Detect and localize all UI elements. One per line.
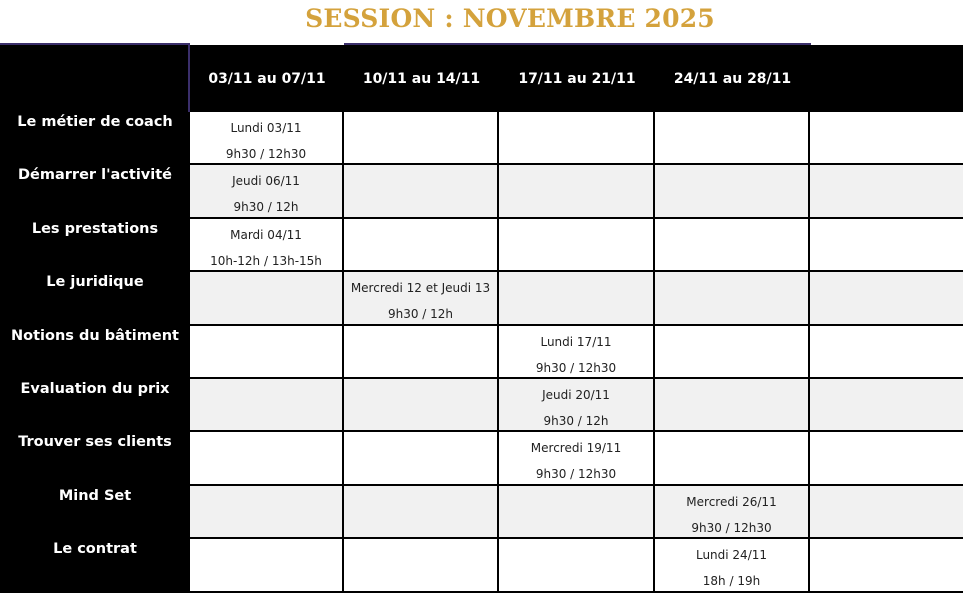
session-day: Lundi 03/11 <box>230 121 302 135</box>
row-label <box>0 112 190 165</box>
schedule-cell <box>810 112 963 165</box>
schedule-cell <box>810 165 963 218</box>
session-time: 10h-12h / 13h-15h <box>210 253 322 268</box>
schedule-cell <box>655 379 810 432</box>
session-time: 9h30 / 12h30 <box>535 360 617 375</box>
schedule-cell <box>810 539 963 592</box>
session-time: 9h30 / 12h <box>233 200 299 215</box>
schedule-cell <box>344 219 499 272</box>
schedule-cell <box>655 112 810 165</box>
session-day: Mercredi 26/11 <box>686 494 777 509</box>
schedule-cell <box>344 326 499 379</box>
column-header <box>810 45 963 112</box>
schedule-cell <box>190 486 344 539</box>
schedule-cell <box>655 272 810 325</box>
schedule-cell <box>499 272 655 325</box>
table-corner <box>0 45 190 112</box>
schedule-cell <box>810 432 963 485</box>
schedule-cell <box>190 112 344 165</box>
row-label-text: Evaluation du prix <box>20 380 170 397</box>
session-day: Jeudi 20/11 <box>542 387 610 402</box>
row-label <box>0 432 190 485</box>
column-header: 24/11 au 28/11 <box>655 45 810 112</box>
session-time: 9h30 / 12h30 <box>225 147 307 161</box>
schedule-cell <box>810 486 963 539</box>
schedule-cell <box>344 379 499 432</box>
schedule-cell <box>190 272 344 325</box>
row-label-text: Le juridique <box>46 274 144 291</box>
schedule-cell <box>344 486 499 539</box>
session-day: Mercredi 12 et Jeudi 13 <box>350 281 491 296</box>
column-header: 03/11 au 07/11 <box>190 45 344 112</box>
schedule-table <box>0 45 963 593</box>
schedule-cell <box>499 539 655 592</box>
row-label <box>0 326 190 379</box>
row-label-text: Trouver ses clients <box>18 434 172 451</box>
session-time: 9h30 / 12h30 <box>535 467 617 482</box>
schedule-cell <box>190 379 344 432</box>
schedule-cell <box>655 219 810 272</box>
session-day: Jeudi 06/11 <box>232 174 300 189</box>
session-day: Mercredi 19/11 <box>530 441 622 456</box>
schedule-cell <box>190 326 344 379</box>
session-time: 9h30 / 12h30 <box>691 520 772 535</box>
column-header: 17/11 au 21/11 <box>499 45 655 112</box>
row-label-text: Le contrat <box>53 541 137 558</box>
page-title: SESSION : NOVEMBRE 2025 <box>305 4 715 33</box>
row-label <box>0 539 190 592</box>
row-label <box>0 486 190 539</box>
schedule-cell <box>810 326 963 379</box>
schedule-cell <box>655 486 810 539</box>
schedule-cell <box>655 165 810 218</box>
schedule-cell <box>344 272 499 325</box>
row-label <box>0 165 190 218</box>
session-time: 9h30 / 12h <box>387 307 454 322</box>
schedule-cell <box>655 539 810 592</box>
session-day: Lundi 17/11 <box>540 334 612 349</box>
schedule-cell <box>499 486 655 539</box>
session-time: 18h / 19h <box>702 574 761 589</box>
schedule-cell <box>499 432 655 485</box>
column-header: 10/11 au 14/11 <box>344 45 499 112</box>
row-label-text: Mind Set <box>58 487 132 504</box>
schedule-cell <box>810 379 963 432</box>
row-label <box>0 379 190 432</box>
schedule-cell <box>190 219 344 272</box>
schedule-cell <box>499 379 655 432</box>
session-day: Lundi 24/11 <box>695 548 768 563</box>
schedule-cell <box>344 539 499 592</box>
schedule-cell <box>499 219 655 272</box>
row-label-text: Notions du bâtiment <box>11 327 179 344</box>
session-day: Mardi 04/11 <box>230 227 302 242</box>
schedule-cell <box>499 165 655 218</box>
schedule-cell <box>344 432 499 485</box>
row-label <box>0 272 190 325</box>
schedule-cell <box>810 219 963 272</box>
row-label-text: Les prestations <box>31 220 159 237</box>
schedule-cell <box>499 112 655 165</box>
row-label-text: Le métier de coach <box>17 114 173 130</box>
schedule-cell <box>655 326 810 379</box>
session-time: 9h30 / 12h <box>543 413 609 428</box>
row-label <box>0 219 190 272</box>
schedule-cell <box>344 165 499 218</box>
schedule-cell <box>190 165 344 218</box>
schedule-cell <box>655 432 810 485</box>
schedule-cell <box>810 272 963 325</box>
schedule-cell <box>344 112 499 165</box>
schedule-cell <box>190 539 344 592</box>
row-label-text: Démarrer l'activité <box>18 167 172 184</box>
schedule-cell <box>499 326 655 379</box>
schedule-cell <box>190 432 344 485</box>
